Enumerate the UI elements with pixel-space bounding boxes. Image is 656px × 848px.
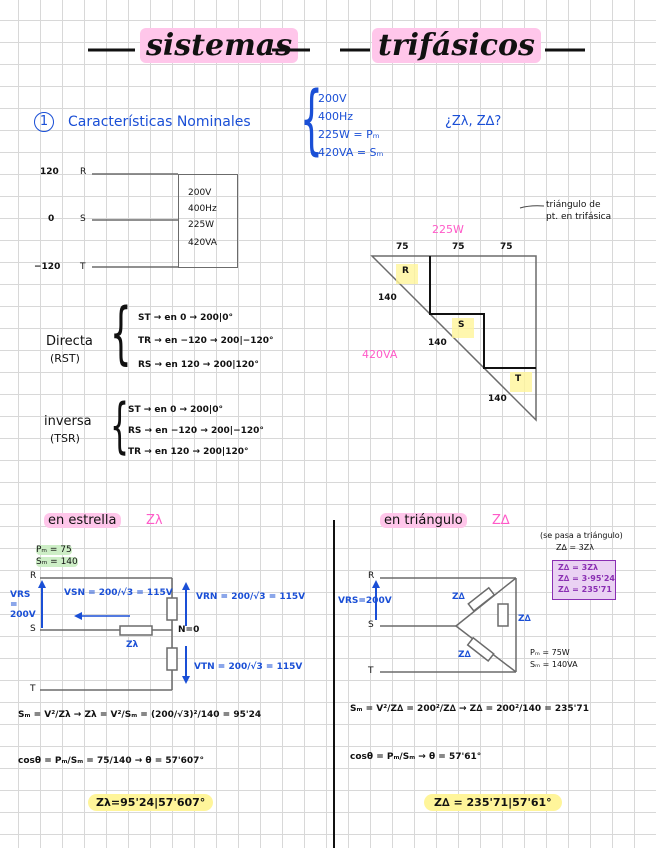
section-number: 1 [34, 112, 54, 132]
delta-box-line-2: Z∆ = 3·95'24 [558, 574, 615, 583]
star-vrn: VRN = 200/√3 = 115V [196, 592, 306, 602]
triangle-side-2: 140 [428, 338, 447, 348]
inverse-sub: (TSR) [50, 432, 80, 445]
star-node-t: T [30, 684, 36, 694]
star-given-s: Sₘ = 140 [36, 557, 78, 567]
box-frequency: 400Hz [188, 204, 217, 214]
phase-label-minus120: −120 [34, 262, 61, 272]
star-vtn: VTN = 200/√3 = 115V [194, 662, 303, 672]
delta-symbol: Z∆ [492, 513, 510, 528]
triangle-label-s: S [458, 320, 465, 330]
star-equation-2: cosθ = Pₘ/Sₘ = 75/140 → θ = 57'607° [18, 756, 204, 766]
direct-label: Directa [46, 334, 93, 349]
phase-label-120: 120 [40, 167, 59, 177]
spec-power: 225W = Pₘ [318, 128, 380, 141]
delta-z-label-3: Z∆ [458, 650, 471, 660]
delta-z-label-1: Z∆ [452, 592, 465, 602]
direct-line-2: TR → en −120 → 200|−120° [138, 336, 274, 346]
question: ¿Zλ, Z∆? [445, 114, 502, 129]
star-equation-1: Sₘ = V²/Zλ → Zλ = V²/Sₘ = (200/√3)²/140 = 95'24 [18, 710, 262, 720]
spec-frequency: 400Hz [318, 110, 354, 123]
star-node-s: S [30, 624, 36, 634]
star-z-label: Zλ [126, 640, 139, 650]
spec-apparent: 420VA = Sₘ [318, 146, 384, 159]
delta-node-r: R [368, 571, 375, 581]
star-node-r: R [30, 571, 37, 581]
triangle-top-1: 75 [396, 242, 409, 252]
title-right: trifásicos [372, 28, 541, 63]
brace-inverse: { [110, 392, 130, 462]
direct-sub: (RST) [50, 352, 80, 365]
triangle-note-1: triángulo de [546, 200, 601, 210]
delta-node-s: S [368, 620, 374, 630]
delta-box-line-3: Z∆ = 235'71 [558, 585, 612, 594]
triangle-label-t: T [515, 374, 522, 384]
delta-note-2: Z∆ = 3Zλ [556, 543, 594, 552]
delta-result: Z∆ = 235'71|57'61° [424, 794, 562, 811]
star-vsn: VSN = 200/√3 = 115V [64, 588, 173, 598]
star-result: Zλ=95'24|57'607° [88, 794, 213, 811]
delta-given-p: Pₘ = 75W [530, 648, 570, 657]
star-symbol: Zλ [146, 513, 163, 528]
delta-heading: en triángulo [380, 513, 467, 528]
line-r: R [80, 167, 87, 177]
box-voltage: 200V [188, 188, 212, 198]
title-left: sistemas [140, 28, 298, 63]
direct-line-1: ST → en 0 → 200|0° [138, 313, 233, 323]
phase-label-0: 0 [48, 214, 55, 224]
brace-direct: { [110, 294, 132, 374]
star-given-p: Pₘ = 75 [36, 545, 72, 555]
delta-box-line-1: Z∆ = 3Zλ [558, 563, 599, 572]
delta-equation-1: Sₘ = V²/Z∆ = 200²/Z∆ → Z∆ = 200²/140 = 235'71 [350, 704, 589, 714]
triangle-power: 225W [432, 223, 464, 236]
delta-z-label-2: Z∆ [518, 614, 531, 624]
box-power: 225W [188, 220, 215, 230]
box-apparent: 420VA [188, 238, 217, 248]
spec-voltage: 200V [318, 92, 347, 105]
delta-vrs: VRS=200V [338, 596, 392, 606]
triangle-label-r: R [402, 266, 409, 276]
inverse-label: inversa [44, 414, 92, 429]
triangle-side-3: 140 [488, 394, 507, 404]
brace-specs: { [300, 77, 323, 164]
star-heading: en estrella [44, 513, 121, 528]
triangle-side-1: 140 [378, 293, 397, 303]
line-t: T [80, 262, 86, 272]
delta-note: (se pasa a triángulo) [540, 531, 623, 540]
line-s: S [80, 214, 86, 224]
delta-node-t: T [368, 666, 374, 676]
direct-line-3: RS → en 120 → 200|120° [138, 360, 259, 370]
delta-given-s: Sₘ = 140VA [530, 660, 578, 669]
inverse-line-3: TR → en 120 → 200|120° [128, 447, 249, 457]
delta-equation-2: cosθ = Pₘ/Sₘ → θ = 57'61° [350, 752, 482, 762]
section-heading: Características Nominales [68, 114, 251, 130]
triangle-top-3: 75 [500, 242, 513, 252]
triangle-note-2: pt. en trifásica [546, 212, 612, 222]
star-vrs: VRS = 200V [10, 590, 36, 620]
triangle-top-2: 75 [452, 242, 465, 252]
star-neutral: N=0 [178, 625, 200, 635]
inverse-line-1: ST → en 0 → 200|0° [128, 405, 223, 415]
triangle-apparent: 420VA [362, 348, 398, 361]
inverse-line-2: RS → en −120 → 200|−120° [128, 426, 264, 436]
